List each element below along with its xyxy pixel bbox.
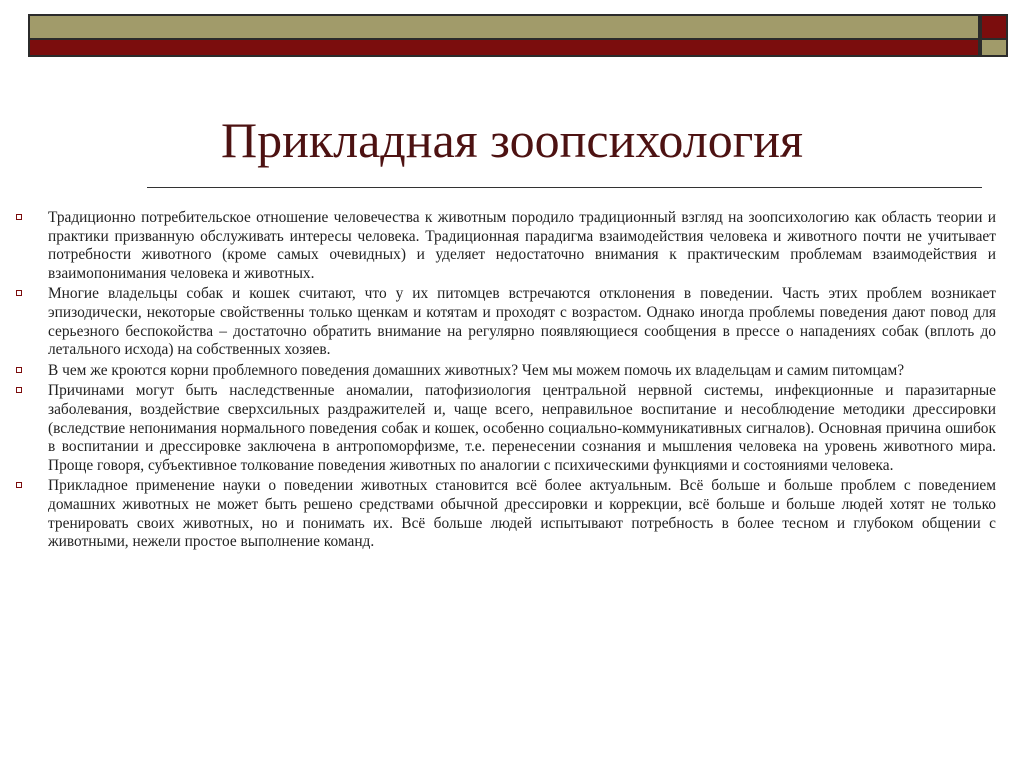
header-bar-bottom bbox=[28, 40, 980, 57]
header-square-bottom bbox=[980, 40, 1008, 57]
list-item-text: Многие владельцы собак и кошек считают, что у их питомцев встречаются отклонения в поведении. Часть этих проблем возникает эпизодически, некоторые свойственны только щенкам и котятам и проходят с возрастом. Однако иногда проблемы поведения дают повод для серьезного беспокойства – достаточно обратить внимание на регулярно появляющиеся сообщения в прессе о нападениях собак (вплоть до летального исхода) на собственных хозяев. bbox=[48, 285, 996, 359]
title-divider bbox=[147, 187, 982, 188]
hollow-square-bullet-icon bbox=[16, 290, 22, 296]
list-item bbox=[14, 362, 996, 381]
list-item bbox=[14, 209, 996, 283]
hollow-square-bullet-icon bbox=[16, 387, 22, 393]
list-item bbox=[14, 285, 996, 359]
bullet-list bbox=[14, 209, 996, 554]
slide-title: Прикладная зоопсихология bbox=[220, 112, 803, 168]
hollow-square-bullet-icon bbox=[16, 214, 22, 220]
hollow-square-bullet-icon bbox=[16, 367, 22, 373]
header-square-top bbox=[980, 14, 1008, 40]
hollow-square-bullet-icon bbox=[16, 482, 22, 488]
list-item bbox=[14, 477, 996, 551]
list-item-text: Традиционно потребительское отношение человечества к животным породило традиционный взгляд на зоопсихологию как область теории и практики призванную обслуживать интересы человека. Традиционная парадигма взаимодействия человека и животного почти не учитывает потребности животного (кроме самых очевидных) и уделяет недостаточно внимания к практическим проблемам взаимодействия и взаимопонимания человека и животных. bbox=[48, 209, 996, 282]
list-item-text: Причинами могут быть наследственные аномалии, патофизиология центральной нервной системы, инфекционные и паразитарные заболевания, воздействие сверхсильных раздражителей и, чаще всего, неправильное воспитание и несоблюдение методики дрессировки (вследствие непонимания нормального поведения собак и кошек, особенно социально-коммуникативных сигналов). Основная причина ошибок в воспитании и дрессировке заключена в антропоморфизме, т.е. перенесении сознания и мышления человека на уровень животного мира. Проще говоря, субъективное толкование поведения животных по аналогии с психическими функциями и состояниями человека. bbox=[48, 382, 996, 474]
header-bar-top bbox=[28, 14, 980, 40]
list-item bbox=[14, 382, 996, 475]
list-item-text: Прикладное применение науки о поведении животных становится всё более актуальным. Всё больше и больше проблем с поведением домашних животных не может быть решено средствами обычной дрессировки и коррекции, всё больше и больше людей хотят не только тренировать своих животных, но и понимать их. Всё больше людей испытывают потребность в более тесном и глубоком общении с животными, нежели простое выполнение команд. bbox=[48, 477, 996, 551]
list-item-text: В чем же кроются корни проблемного поведения домашних животных? Чем мы можем помочь их владельцам и самим питомцам? bbox=[48, 361, 905, 379]
